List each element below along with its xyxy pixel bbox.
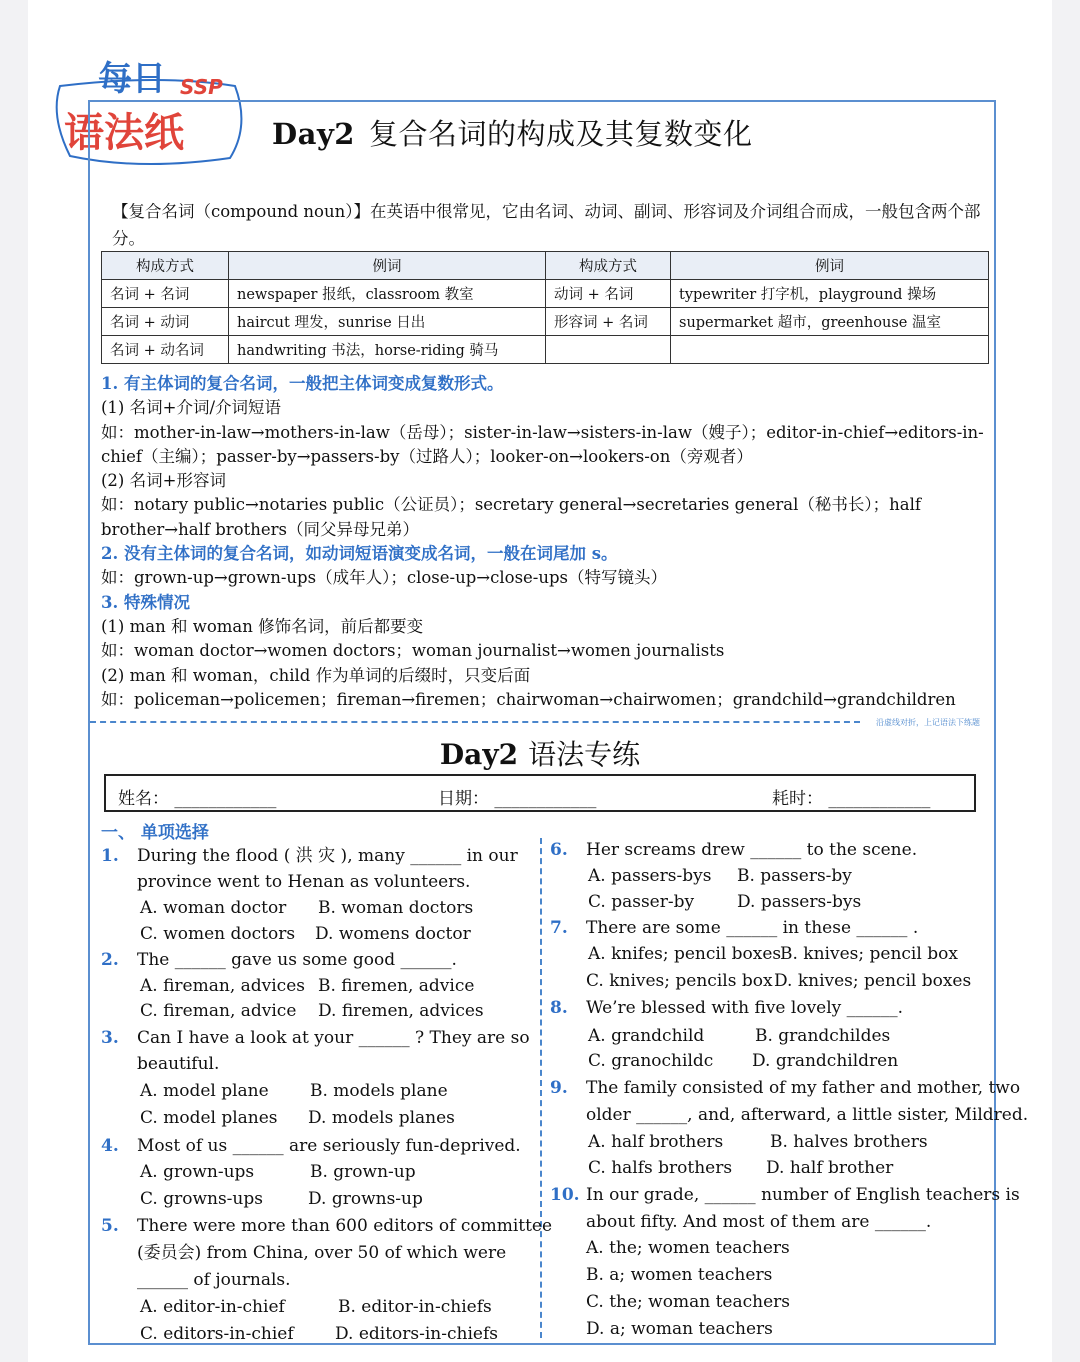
option-d[interactable]: D. growns-up: [308, 1189, 423, 1209]
table-cell: newspaper 报纸，classroom 教室: [229, 280, 546, 308]
table-cell: typewriter 打字机，playground 操场: [671, 280, 989, 308]
option-b[interactable]: B. a; women teachers: [586, 1265, 773, 1285]
rule-example: 如：notary public→notaries public（公证员）；secretary general→secretaries general（秘书长）；half brother→half brothers（同父异母兄弟）: [101, 495, 921, 539]
option-c[interactable]: C. growns-ups: [140, 1189, 263, 1209]
option-c[interactable]: C. knives; pencils box: [586, 971, 773, 991]
option-b[interactable]: B. passers-by: [737, 866, 852, 886]
rule-example: 如：grown-up→grown-ups（成年人）；close-up→close-ups（特写镜头）: [101, 568, 668, 588]
rule-example: 如：woman doctor→women doctors；woman journalist→women journalists: [101, 641, 725, 661]
option-a[interactable]: A. woman doctor: [140, 898, 287, 918]
time-field[interactable]: 耗时： ____________: [772, 789, 931, 809]
option-d[interactable]: D. models planes: [308, 1108, 455, 1128]
fold-line: [90, 721, 860, 723]
option-a[interactable]: A. grown-ups: [140, 1162, 255, 1182]
rule-heading: 1. 有主体词的复合名词，一般把主体词变成复数形式。: [101, 374, 504, 393]
option-c[interactable]: C. editors-in-chief: [140, 1324, 294, 1344]
rule-heading: 3. 特殊情况: [101, 592, 190, 612]
option-b[interactable]: B. grandchildes: [755, 1026, 891, 1046]
option-c[interactable]: C. fireman, advice: [140, 1001, 297, 1021]
fold-note: 沿虚线对折，上记语法下练题: [876, 718, 980, 727]
table-header: 构成方式: [102, 252, 229, 280]
table-cell: supermarket 超市，greenhouse 温室: [671, 308, 989, 336]
grammar-rules: [101, 372, 986, 712]
logo-badge: SSP: [180, 75, 223, 99]
composition-table: [101, 251, 989, 364]
table-row: [102, 280, 989, 308]
column-divider: [540, 838, 542, 1338]
practice-title: Day2 语法专练: [439, 738, 641, 771]
option-a[interactable]: A. grandchild: [588, 1026, 705, 1046]
rule-example: 如：policeman→policemen；fireman→firemen；chairwoman→chairwomen；grandchild→grandchildren: [101, 689, 956, 709]
option-c[interactable]: C. model planes: [140, 1108, 278, 1128]
option-b[interactable]: B. knives; pencil box: [780, 944, 958, 964]
option-b[interactable]: B. firemen, advice: [318, 976, 475, 996]
student-info-box: [104, 774, 976, 812]
rule-heading: 2. 没有主体词的复合名词，如动词短语演变成名词，一般在词尾加 s。: [101, 544, 618, 564]
option-d[interactable]: D. knives; pencil boxes: [774, 971, 972, 991]
option-b[interactable]: B. editor-in-chiefs: [338, 1297, 492, 1317]
table-cell: [671, 336, 989, 364]
rule-line: (2) man 和 woman，child 作为单词的后缀时，只变后面: [101, 665, 531, 685]
rule-line: (1) 名词+介词/介词短语: [101, 398, 282, 418]
option-b[interactable]: B. halves brothers: [770, 1132, 928, 1152]
option-a[interactable]: A. the; women teachers: [586, 1238, 790, 1258]
option-a[interactable]: A. knifes; pencil boxes: [588, 944, 782, 964]
date-field[interactable]: 日期： ____________: [438, 789, 597, 809]
name-field[interactable]: 姓名： ____________: [118, 789, 277, 809]
table-cell: [546, 336, 671, 364]
table-cell: 动词 + 名词: [546, 280, 671, 308]
option-c[interactable]: C. halfs brothers: [588, 1158, 733, 1178]
option-c[interactable]: C. granochildc: [588, 1051, 714, 1071]
section-heading: 一、 单项选择: [101, 823, 209, 843]
option-a[interactable]: A. editor-in-chief: [140, 1297, 285, 1317]
option-c[interactable]: C. the; woman teachers: [586, 1292, 790, 1312]
option-d[interactable]: D. grandchildren: [752, 1051, 899, 1071]
rule-example: 如：mother-in-law→mothers-in-law（岳母）；sister-in-law→sisters-in-law（嫂子）；editor-in-chief→editors-in-chief（主编）；passer-by→passers-by（过路人）；looker-on→lookers-on（旁观者）: [101, 422, 984, 466]
table-cell: 名词 + 名词: [102, 280, 229, 308]
table-header-row: [102, 252, 989, 280]
table-header: 例词: [671, 252, 989, 280]
table-header: 例词: [229, 252, 546, 280]
option-a[interactable]: A. fireman, advices: [140, 976, 305, 996]
option-c[interactable]: C. women doctors: [140, 924, 296, 944]
table-cell: 名词 + 动名词: [102, 336, 229, 364]
table-row: [102, 336, 989, 364]
option-b[interactable]: B. models plane: [310, 1081, 448, 1101]
table-cell: 名词 + 动词: [102, 308, 229, 336]
page-title: Day2 复合名词的构成及其复数变化: [272, 117, 753, 151]
logo-line1: 每日: [98, 59, 166, 99]
option-d[interactable]: D. editors-in-chiefs: [335, 1324, 498, 1344]
table-header: 构成方式: [546, 252, 671, 280]
table-cell: 形容词 + 名词: [546, 308, 671, 336]
option-d[interactable]: D. womens doctor: [315, 924, 471, 944]
option-a[interactable]: A. half brothers: [588, 1132, 724, 1152]
option-d[interactable]: D. firemen, advices: [318, 1001, 484, 1021]
option-d[interactable]: D. passers-bys: [737, 892, 862, 912]
option-d[interactable]: D. a; woman teachers: [586, 1319, 773, 1339]
option-b[interactable]: B. grown-up: [310, 1162, 416, 1182]
option-b[interactable]: B. woman doctors: [318, 898, 474, 918]
table-row: [102, 308, 989, 336]
rule-line: (2) 名词+形容词: [101, 471, 226, 491]
option-d[interactable]: D. half brother: [766, 1158, 894, 1178]
intro-text: 【复合名词（compound noun）】在英语中很常见，它由名词、动词、副词、形容词及介词组合而成，一般包含两个部分。: [112, 202, 981, 248]
logo-line2: 语法纸: [64, 110, 184, 156]
option-c[interactable]: C. passer-by: [588, 892, 695, 912]
option-a[interactable]: A. passers-bys: [588, 866, 712, 886]
rule-line: (1) man 和 woman 修饰名词，前后都要变: [101, 616, 424, 636]
table-cell: haircut 理发，sunrise 日出: [229, 308, 546, 336]
option-a[interactable]: A. model plane: [140, 1081, 269, 1101]
table-cell: handwriting 书法，horse-riding 骑马: [229, 336, 546, 364]
